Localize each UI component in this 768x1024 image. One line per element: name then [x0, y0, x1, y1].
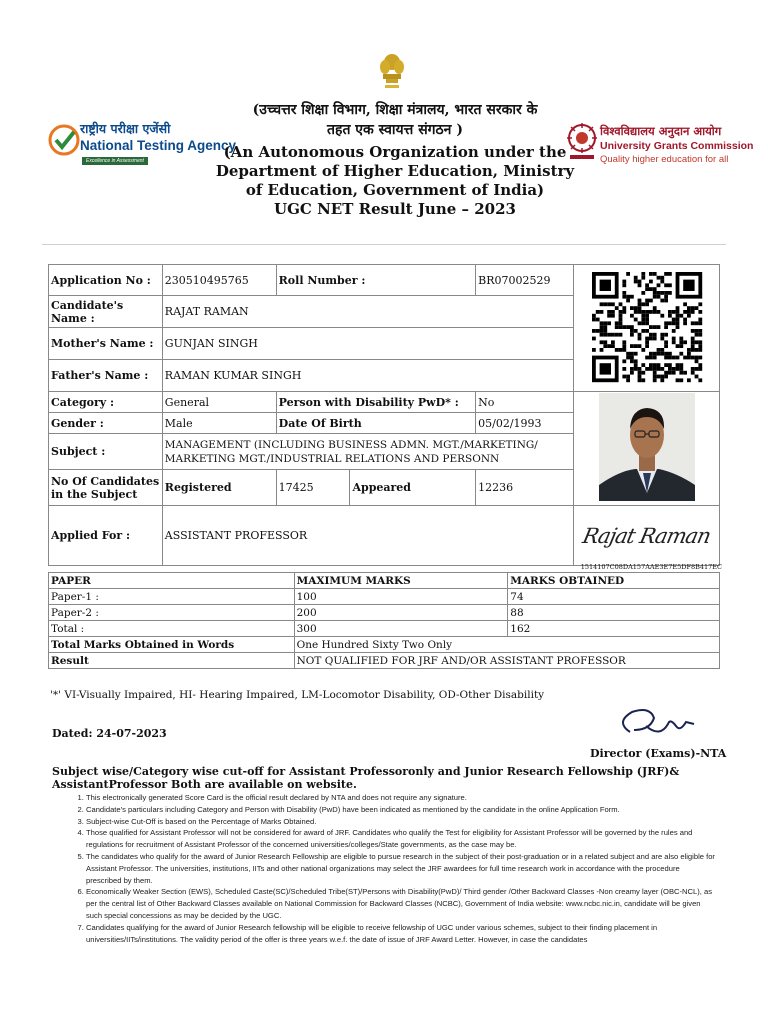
subject-line1: MANAGEMENT (INCLUDING BUSINESS ADMN. MGT./MARKETING/ [164, 438, 538, 451]
nta-tagline: Excellence in Assessment [82, 157, 148, 165]
candidates-count-label-line1: No Of Candidates [51, 474, 160, 488]
header-hindi [220, 100, 570, 140]
notes-list [76, 792, 716, 945]
appeared-label: Appeared [350, 470, 476, 506]
result-title: UGC NET Result June – 2023 [274, 200, 516, 218]
subject-value [162, 434, 573, 470]
roll-number-value: BR07002529 [476, 265, 574, 296]
header-english-line3: of Education, Government of India) [245, 181, 545, 199]
gender-label: Gender : [49, 413, 163, 434]
roll-number-label: Roll Number : [276, 265, 475, 296]
paper-2-label: Paper-2 : [49, 605, 295, 621]
table-row [49, 605, 720, 621]
header-english-line1: (An Autonomous Organization under the [223, 143, 567, 161]
disability-footnote: '*' VI-Visually Impaired, HI- Hearing Impaired, LM-Locomotor Disability, OD-Other Disability [50, 689, 545, 701]
dob-value: 05/02/1993 [476, 413, 574, 434]
dob-label: Date Of Birth [276, 413, 475, 434]
dated: Dated: 24-07-2023 [52, 727, 167, 740]
subject-line2: MARKETING MGT./INDUSTRIAL RELATIONS AND PERSONN [164, 452, 500, 465]
photo-cell [574, 392, 720, 506]
cutoff-heading-line2: AssistantProfessor Both are available on website. [52, 778, 357, 791]
cutoff-heading-line1: Subject wise/Category wise cut-off for Assistant Professoronly and Junior Research Fellowship (JRF)& [52, 765, 680, 778]
result-value: NOT QUALIFIED FOR JRF AND/OR ASSISTANT PROFESSOR [294, 653, 719, 669]
marks-header-paper: PAPER [49, 573, 295, 589]
candidates-count-label-line2: in the Subject [51, 487, 138, 501]
ugc-english-name: University Grants Commission [600, 140, 754, 152]
cutoff-heading [52, 765, 732, 791]
applied-for-value: ASSISTANT PROFESSOR [162, 506, 573, 566]
header-hindi-line1: (उच्चत्तर शिक्षा विभाग, शिक्षा मंत्रालय, भारत सरकार के [252, 102, 538, 118]
list-item: 6. Economically Weaker Section (EWS), Scheduled Caste(SC)/Scheduled Tribe(ST)/Persons with Disability(PwD)/ Third gender /Other Backward Classes -Non creamy layer (OBC-NCL), as per the central list of Other Backward Classes available on National Commission for Backward Classes (NCBC), Government of India website: www.ncbc.nic.in, candidate will be given such special concessions as may be decided by the UGC. [86, 886, 716, 921]
category-label: Category : [49, 392, 163, 413]
total-obtained: 162 [508, 621, 720, 637]
registered-value: 17425 [276, 470, 350, 506]
appeared-value: 12236 [476, 470, 574, 506]
nta-hindi-name: राष्ट्रीय परीक्षा एजेंसी [80, 121, 171, 136]
total-max: 300 [294, 621, 508, 637]
qr-code-cell [574, 265, 720, 392]
marks-header-obtained: MARKS OBTAINED [508, 573, 720, 589]
registered-label: Registered [162, 470, 276, 506]
nta-english-name: National Testing Agency [80, 138, 237, 153]
header-english-line2: Department of Higher Education, Ministry [215, 162, 575, 180]
header-english [215, 143, 575, 219]
application-no-label: Application No : [49, 265, 163, 296]
gender-value: Male [162, 413, 276, 434]
marks-table [48, 572, 720, 669]
father-name-value: RAMAN KUMAR SINGH [162, 360, 573, 392]
nta-logo-icon [48, 124, 80, 156]
director-signature-icon [610, 704, 700, 744]
director-title: Director (Exams)-NTA [590, 747, 727, 760]
application-no-value: 230510495765 [162, 265, 276, 296]
paper-1-max: 100 [294, 589, 508, 605]
marks-in-words-label: Total Marks Obtained in Words [49, 637, 295, 653]
candidates-count-label [49, 470, 163, 506]
category-value: General [162, 392, 276, 413]
ugc-tagline: Quality higher education for all [600, 154, 729, 165]
candidate-signature: Rajat Raman [580, 523, 713, 548]
applied-for-label: Applied For : [49, 506, 163, 566]
candidate-name-label: Candidate's Name : [49, 296, 163, 328]
qr-code-icon [583, 271, 711, 383]
signature-cell [574, 506, 720, 566]
pwd-label: Person with Disability PwD* : [276, 392, 475, 413]
paper-2-max: 200 [294, 605, 508, 621]
paper-1-obtained: 74 [508, 589, 720, 605]
paper-1-label: Paper-1 : [49, 589, 295, 605]
total-label: Total : [49, 621, 295, 637]
candidate-details-table [48, 264, 720, 566]
ugc-hindi-name: विश्वविद्यालय अनुदान आयोग [600, 124, 722, 138]
list-item: 3. Subject-wise Cut-Off is based on the Percentage of Marks Obtained. [86, 816, 716, 828]
list-item: 4. Those qualified for Assistant Professor will not be considered for award of JRF. Candidates who qualify the Test for eligibility for Assistant Professor will be governed by the rules and regulations for recruitment of Assistant Professor of the concerned universities/colleges/State governments, as the case may be. [86, 827, 716, 851]
father-name-label: Father's Name : [49, 360, 163, 392]
header-divider [42, 244, 726, 245]
national-emblem-icon [377, 52, 407, 94]
list-item: 7. Candidates qualifying for the award of Junior Research fellowship will be eligible to receive fellowship of UGC under various schemes, subject to their finding placement in universities/IITs/institutions. The validity period of the offer is three years w.e.f. the date of issue of JRF Award Letter. However, in case the candidates [86, 922, 716, 946]
hash-code: 1514107C08DA157AAE3E7E5DF8B417EC [580, 563, 722, 571]
mother-name-label: Mother's Name : [49, 328, 163, 360]
list-item: 1. This electronically generated Score Card is the official result declared by NTA and does not require any signature. [86, 792, 716, 804]
result-label: Result [49, 653, 295, 669]
list-item: 2. Candidate's particulars including Category and Person with Disability (PwD) have been indicated as mentioned by the candidate in the online Application Form. [86, 804, 716, 816]
header-hindi-line2: तहत एक स्वायत्त संगठन ) [327, 122, 463, 138]
paper-2-obtained: 88 [508, 605, 720, 621]
list-item: 5. The candidates who qualify for the award of Junior Research Fellowship are eligible to pursue research in the subject of their post-graduation or in a related subject and are also eligible for Assistant Professor. The universities, institutions, IITs and other national organizations may select the JRF awardees for full time research work in accordance with the procedure prescribed by them. [86, 851, 716, 886]
table-row [49, 621, 720, 637]
mother-name-value: GUNJAN SINGH [162, 328, 573, 360]
subject-label: Subject : [49, 434, 163, 470]
table-row [49, 589, 720, 605]
marks-in-words-value: One Hundred Sixty Two Only [294, 637, 719, 653]
marks-header-max: MAXIMUM MARKS [294, 573, 508, 589]
pwd-value: No [476, 392, 574, 413]
candidate-photo [599, 393, 695, 501]
candidate-name-value: RAJAT RAMAN [162, 296, 573, 328]
